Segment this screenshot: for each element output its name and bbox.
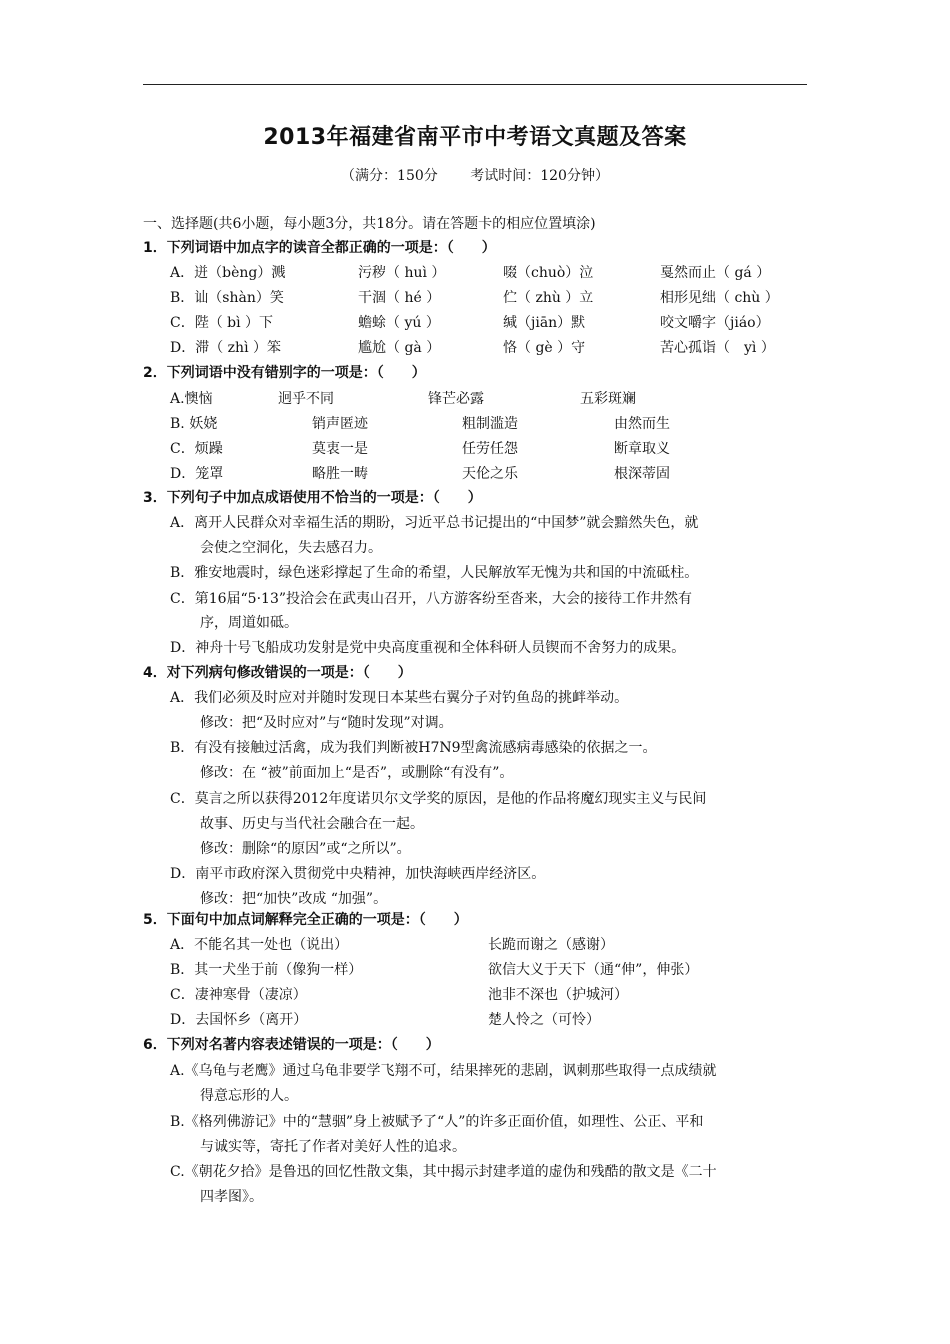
q4-option-d-fix: 修改：把“加快”改成 “加强”。 — [200, 891, 388, 907]
q4-option-a: A．我们必须及时应对并随时发现日本某些右翼分子对钓鱼岛的挑衅举动。 — [170, 690, 629, 706]
q2-b-3: 粗制滥造 — [462, 416, 518, 432]
exam-time: 考试时间：120分钟） — [470, 168, 609, 184]
q1-a-1: A．迸（bèng）溅 — [170, 265, 286, 281]
q2-a-4: 五彩斑斓 — [580, 391, 636, 407]
q1-b-3: 伫（ zhù ）立 — [503, 290, 594, 306]
q5-a-2: 长跪而谢之（感谢） — [488, 937, 614, 953]
q2-a-1: A.懊恼 — [170, 391, 213, 407]
q3-option-a-cont: 会使之空洞化，失去感召力。 — [200, 540, 382, 556]
q5-c-2: 池非不深也（护城河） — [488, 987, 628, 1003]
q5-d-2: 楚人怜之（可怜） — [488, 1012, 600, 1028]
q2-b-4: 由然而生 — [614, 416, 670, 432]
q6-option-c-cont: 四孝图》。 — [200, 1189, 263, 1205]
q5-a-1: A．不能名其一处也（说出） — [170, 937, 349, 953]
q1-d-3: 恪（ gè ）守 — [503, 340, 586, 356]
q2-d-3: 天伦之乐 — [462, 466, 518, 482]
q4-option-c-cont: 故事、历史与当代社会融合在一起。 — [200, 816, 424, 832]
q5-d-1: D．去国怀乡（离开） — [170, 1012, 308, 1028]
q4-option-b-fix: 修改：在 “被”前面加上“是否”，或删除“有没有”。 — [200, 765, 514, 781]
q6-option-c: C.《朝花夕拾》是鲁迅的回忆性散文集，其中揭示封建孝道的虚伪和残酷的散文是《二十 — [170, 1164, 717, 1180]
q2-c-4: 断章取义 — [614, 441, 670, 457]
q6-option-b: B.《格列佛游记》中的“慧骃”身上被赋予了“人”的许多正面价值，如理性、公正、平和 — [170, 1114, 704, 1130]
section-heading: 一、选择题(共6小题，每小题3分，共18分。请在答题卡的相应位置填涂) — [143, 216, 596, 232]
question-3-stem: 3．下列句子中加点成语使用不恰当的一项是：（ ） — [143, 490, 482, 506]
page-title: 2013年福建省南平市中考语文真题及答案 — [263, 125, 687, 150]
question-1-stem: 1．下列词语中加点字的读音全都正确的一项是：（ ） — [143, 240, 496, 256]
q5-b-2: 欲信大义于天下（通“伸”，伸张） — [488, 962, 699, 978]
question-4-stem: 4．对下列病句修改错误的一项是：（ ） — [143, 665, 412, 681]
q2-a-2: 迥乎不同 — [278, 391, 334, 407]
q1-d-4: 苦心孤诣（ yì ） — [660, 340, 775, 356]
q1-c-4: 咬文嚼字（jiáo） — [660, 315, 770, 331]
q1-b-4: 相形见绌（ chù ） — [660, 290, 779, 306]
q1-d-2: 尴尬（ gà ） — [358, 340, 441, 356]
q6-option-b-cont: 与诚实等，寄托了作者对美好人性的追求。 — [200, 1139, 466, 1155]
q6-option-a-cont: 得意忘形的人。 — [200, 1088, 298, 1104]
q4-option-a-fix: 修改：把“及时应对”与“随时发现”对调。 — [200, 715, 453, 731]
q3-option-b: B．雅安地震时，绿色迷彩撑起了生命的希望，人民解放军无愧为共和国的中流砥柱。 — [170, 565, 699, 581]
q1-a-3: 啜（chuò）泣 — [503, 265, 594, 281]
q5-b-1: B．其一犬坐于前（像狗一样） — [170, 962, 363, 978]
q2-c-3: 任劳任怨 — [462, 441, 518, 457]
q2-a-3: 锋芒必露 — [428, 391, 484, 407]
q2-b-1: B. 妖娆 — [170, 416, 218, 432]
q2-c-2: 莫衷一是 — [312, 441, 368, 457]
q5-c-1: C．凄神寒骨（凄凉） — [170, 987, 307, 1003]
q3-option-c-cont: 序，周道如砥。 — [200, 615, 298, 631]
q2-d-1: D．笼罩 — [170, 466, 224, 482]
q1-b-1: B．讪（shàn）笑 — [170, 290, 284, 306]
question-5-stem: 5．下面句中加点词解释完全正确的一项是：（ ） — [143, 912, 468, 928]
q4-option-c-fix: 修改：删除“的原因”或“之所以”。 — [200, 841, 411, 857]
q1-c-3: 缄（jiān）默 — [503, 315, 586, 331]
q4-option-d: D．南平市政府深入贯彻党中央精神，加快海峡西岸经济区。 — [170, 866, 546, 882]
q1-d-1: D．滞（ zhì ）笨 — [170, 340, 281, 356]
q1-a-4: 戛然而止（ gá ） — [660, 265, 771, 281]
q2-d-2: 略胜一畴 — [312, 466, 368, 482]
q4-option-c: C．莫言之所以获得2012年度诺贝尔文学奖的原因，是他的作品将魔幻现实主义与民间 — [170, 791, 707, 807]
q4-option-b: B．有没有接触过活禽，成为我们判断被H7N9型禽流感病毒感染的依据之一。 — [170, 740, 657, 756]
full-score: （满分：150分 — [341, 168, 438, 184]
q1-b-2: 干涸（ hé ） — [358, 290, 441, 306]
q3-option-d: D．神舟十号飞船成功发射是党中央高度重视和全体科研人员锲而不舍努力的成果。 — [170, 640, 686, 656]
exam-info — [0, 165, 950, 185]
q3-option-c: C．第16届“5·13”投洽会在武夷山召开，八方游客纷至沓来，大会的接待工作井然有 — [170, 591, 693, 607]
q2-b-2: 销声匿迹 — [312, 416, 368, 432]
header-rule — [143, 84, 807, 85]
q1-a-2: 污秽（ huì ） — [358, 265, 446, 281]
q3-option-a: A．离开人民群众对幸福生活的期盼，习近平总书记提出的“中国梦”就会黯然失色，就 — [170, 515, 699, 531]
q1-c-2: 蟾蜍（ yú ） — [358, 315, 440, 331]
question-6-stem: 6．下列对名著内容表述错误的一项是：（ ） — [143, 1037, 440, 1053]
q6-option-a: A.《乌龟与老鹰》通过乌龟非要学飞翔不可，结果摔死的悲剧，讽刺那些取得一点成绩就 — [170, 1063, 717, 1079]
q2-d-4: 根深蒂固 — [614, 466, 670, 482]
q2-c-1: C．烦躁 — [170, 441, 223, 457]
question-2-stem: 2．下列词语中没有错别字的一项是：（ ） — [143, 365, 426, 381]
q1-c-1: C．陛（ bì ）下 — [170, 315, 274, 331]
